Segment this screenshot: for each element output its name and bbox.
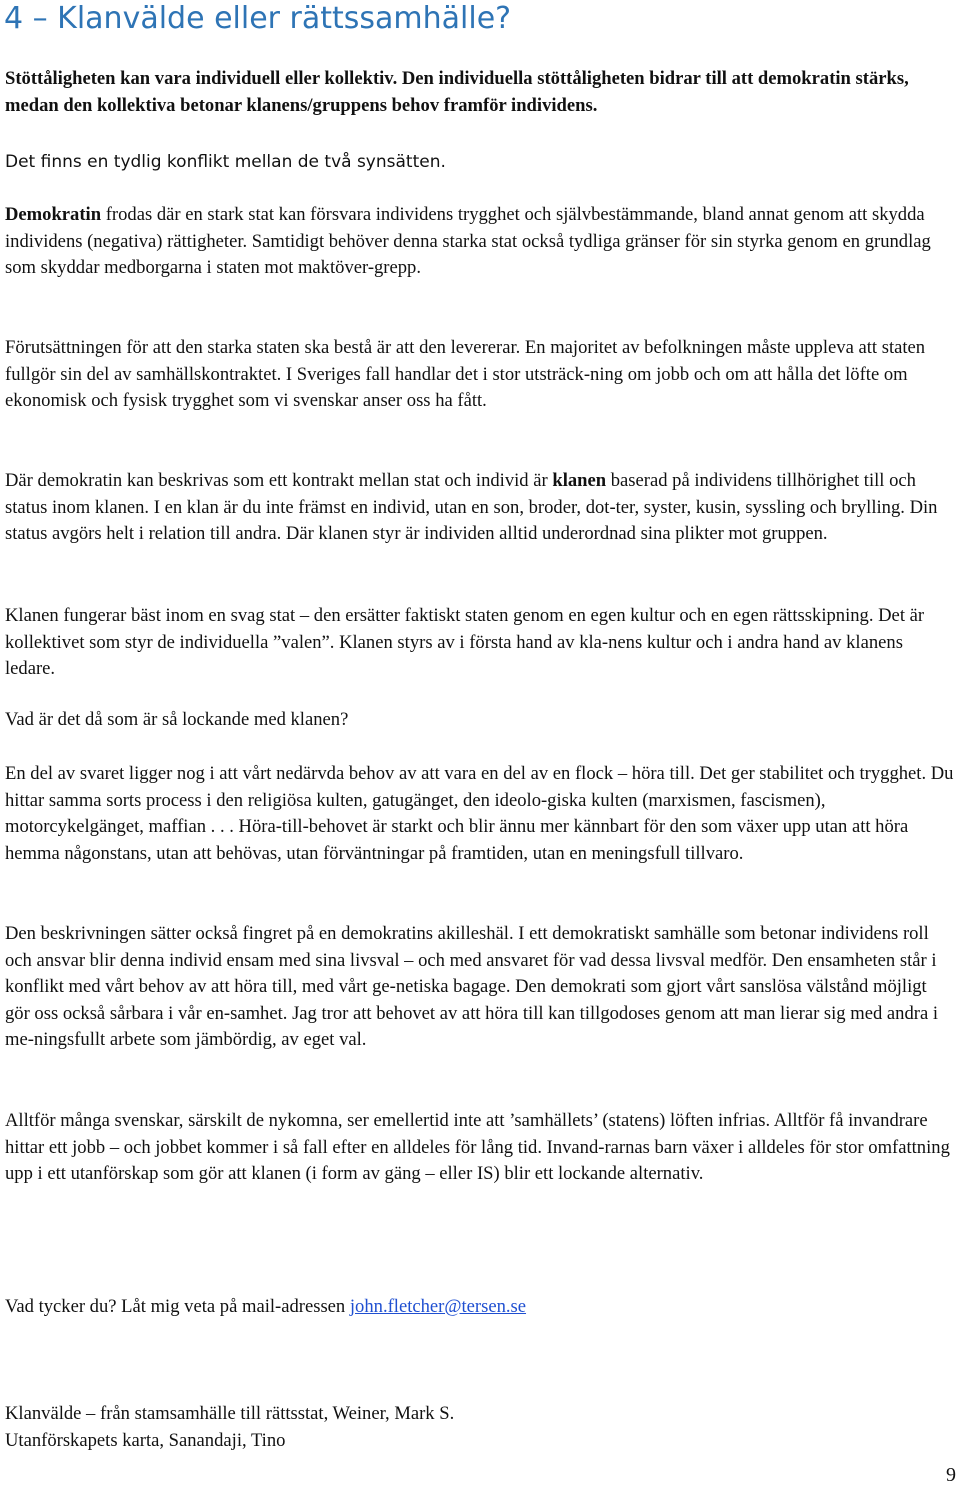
democracy-text: frodas där en stark stat kan försvara individens trygghet och självbestämmande, bland annat genom att skydda individens (negativa) rättigheter. Samtidigt behöver denna starka stat också tydliga gränser för sin styrka genom en grundlag som skyddar medborgarna i staten mot maktöver-grepp. — [5, 204, 931, 278]
clan-term: klanen — [552, 470, 607, 491]
clan-text-after: baserad på individens tillhörighet till och status inom klanen. I en klan är du inte främst en individ, utan en son, broder, dot-ter, syster, kusin, syssling och brylling. Din status avgörs helt i relation till andra. Där klanen styr är individen alltid underordnad sina plikter mot gruppen. — [5, 470, 938, 544]
democracy-paragraph — [5, 202, 955, 282]
achilles-paragraph: Den beskrivningen sätter också fingret på en demokratins akilleshäl. I ett demokratiskt samhälle som betonar individens roll och ansvar blir denna individ ensam med sina livsval – och med ansvaret för vad dessa livsval medför. Den ensamheten står i konflikt med vårt behov av att höra till, med vårt ge-netiska bagage. Den demokrati som gjort vårt sanslösa välstånd möjligt gör oss också sårbara i vår en-samhet. Jag tror att behovet av att höra till kan tillgodoses genom att man lierar sig med andra i me-ningsfullt arbete som jämbördig, av eget val. — [5, 923, 939, 1050]
reference-line-2: Utanförskapets karta, Sanandaji, Tino — [5, 1430, 286, 1451]
intro-paragraph: Stöttåligheten kan vara individuell eller kollektiv. Den individuella stöttåligheten bidrar till att demokratin stärks, medan den kollektiva betonar klanens/gruppens behov framför individens. — [5, 68, 909, 116]
email-link[interactable]: john.fletcher@tersen.se — [349, 1296, 527, 1317]
clan-text-before: Där demokratin kan beskrivas som ett kontrakt mellan stat och individ är — [5, 470, 553, 491]
contact-line — [5, 1294, 955, 1321]
democracy-term: Demokratin — [5, 204, 102, 225]
premise-paragraph: Förutsättningen för att den starka staten ska bestå är att den levererar. En majoritet av befolkningen måste uppleva att staten fullgör sin del av samhällskontraktet. I Sveriges fall handlar det i stor utsträck-ning om jobb och om att hålla det löfte om ekonomisk och fysisk trygghet som vi svenskar anser oss ha fått. — [5, 337, 926, 411]
belonging-paragraph: En del av svaret ligger nog i att vårt nedärvda behov av att vara en del av en flock – höra till. Det ger stabilitet och trygghet. Du hittar samma sorts process i den religiösa kulten, gatugänget, den ideolo-giska kulten (marxismen, fascismen), motorcykelgänget, maffian . . . Höra-till-behovet är starkt och blir ännu mer kännbart för den som växer upp utan att höra hemma någonstans, utan att behövas, utan förväntningar på framtiden, utan en meningsfull tillvaro. — [5, 763, 954, 864]
question-line: Vad är det då som är så lockande med klanen? — [5, 709, 349, 730]
newcomers-paragraph: Alltför många svenskar, särskilt de nykomna, ser emellertid inte att ’samhällets’ (statens) löften infrias. Alltför få invandrare hittar ett jobb – och jobbet kommer i så fall efter en alldeles för lång tid. Invand-rarnas barn växer i alldeles för stor omfattning upp i ett utanförskap som gör att klanen (i form av gäng – eller IS) blir ett lockande alternativ. — [5, 1110, 950, 1184]
clan-paragraph — [5, 468, 955, 548]
page-number: 9 — [946, 1464, 956, 1486]
weak-state-paragraph: Klanen fungerar bäst inom en svag stat – den ersätter faktiskt staten genom en egen kultur och en egen rättsskipning. Det är kollektivet som styr de individuella ”valen”. Klanen styrs av i första hand av kla-nens kultur och i andra hand av klanens ledare. — [5, 605, 925, 679]
contact-text: Vad tycker du? Låt mig veta på mail-adressen — [5, 1296, 350, 1317]
reference-line-1: Klanvälde – från stamsamhälle till rättsstat, Weiner, Mark S. — [5, 1403, 455, 1424]
chapter-heading: 4 – Klanvälde eller rättssamhälle? — [4, 1, 512, 36]
conflict-sentence: Det finns en tydlig konflikt mellan de två synsätten. — [5, 152, 446, 172]
